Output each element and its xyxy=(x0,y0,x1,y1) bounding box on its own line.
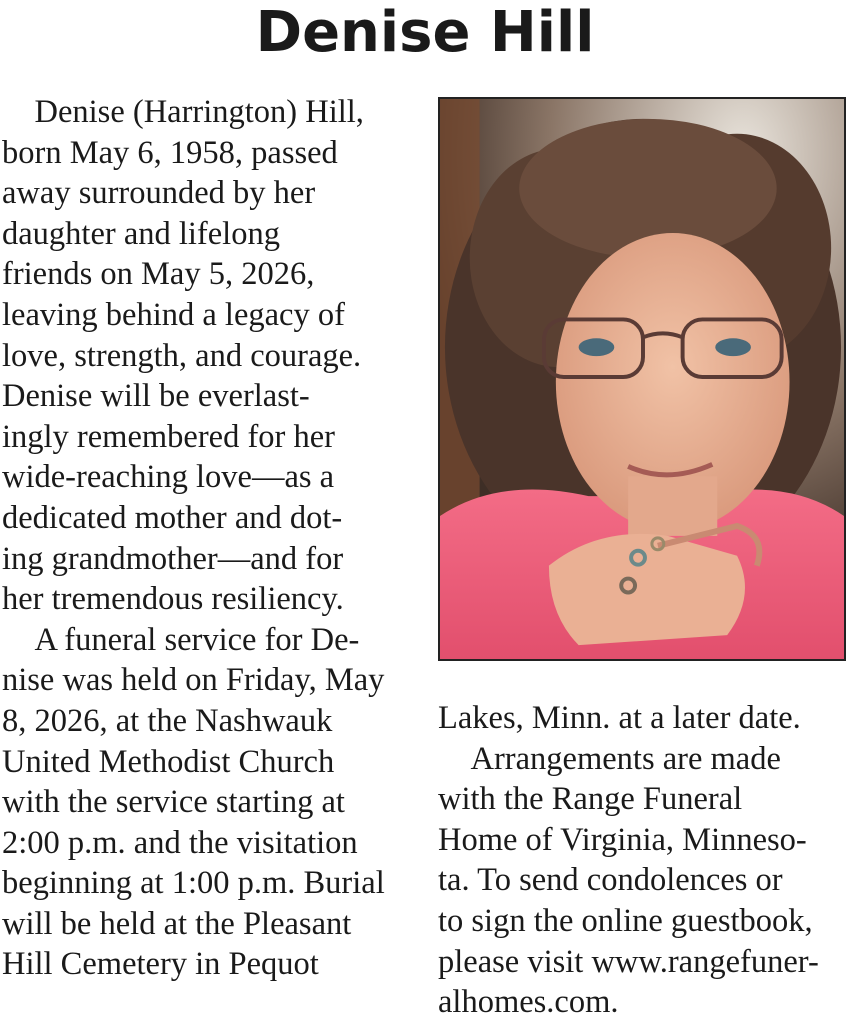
text-line: Denise (Harrington) Hill, xyxy=(2,94,364,130)
text-line: Denise will be everlast- xyxy=(2,378,310,415)
text-line: 8, 2026, at the Nashwauk xyxy=(2,702,333,739)
text-line: please visit www.rangefuner- xyxy=(438,943,819,980)
text-line: with the service starting at xyxy=(2,784,345,821)
text-line: born May 6, 1958, passed xyxy=(2,134,338,171)
text-line: A funeral service for De- xyxy=(2,621,360,658)
text-line: ing grandmother—and for xyxy=(2,540,344,577)
text-line: Lakes, Minn. at a later date. xyxy=(438,700,801,736)
text-line: alhomes.com. xyxy=(438,984,619,1021)
text-line: beginning at 1:00 p.m. Burial xyxy=(2,865,385,902)
text-line: friends on May 5, 2026, xyxy=(2,256,315,293)
text-line: to sign the online guestbook, xyxy=(438,902,813,939)
text-line: love, strength, and courage. xyxy=(2,337,362,374)
text-line: Hill Cemetery in Pequot xyxy=(2,946,319,983)
text-line: her tremendous resiliency. xyxy=(2,581,344,618)
text-line: dedicated mother and dot- xyxy=(2,499,343,536)
obituary-text-left-column xyxy=(2,92,422,985)
text-line: wide-reaching love—as a xyxy=(2,459,335,496)
obituary-title: Denise Hill xyxy=(255,0,595,65)
text-line: daughter and lifelong xyxy=(2,215,280,252)
text-line: with the Range Funeral xyxy=(438,781,743,818)
text-line: Home of Virginia, Minneso- xyxy=(438,821,807,858)
obituary-text-right-column xyxy=(438,698,850,1023)
text-line: ta. To send condolences or xyxy=(438,862,783,899)
text-line: will be held at the Pleasant xyxy=(2,905,352,942)
text-line: ingly remembered for her xyxy=(2,418,335,455)
text-line: 2:00 p.m. and the visitation xyxy=(2,824,358,861)
text-line: nise was held on Friday, May xyxy=(2,662,385,699)
text-line: United Methodist Church xyxy=(2,743,335,780)
text-line: Arrangements are made xyxy=(438,740,781,777)
text-line: leaving behind a legacy of xyxy=(2,296,345,333)
portrait-illustration xyxy=(440,99,844,659)
text-line: away surrounded by her xyxy=(2,175,316,212)
portrait-photo xyxy=(438,97,846,661)
